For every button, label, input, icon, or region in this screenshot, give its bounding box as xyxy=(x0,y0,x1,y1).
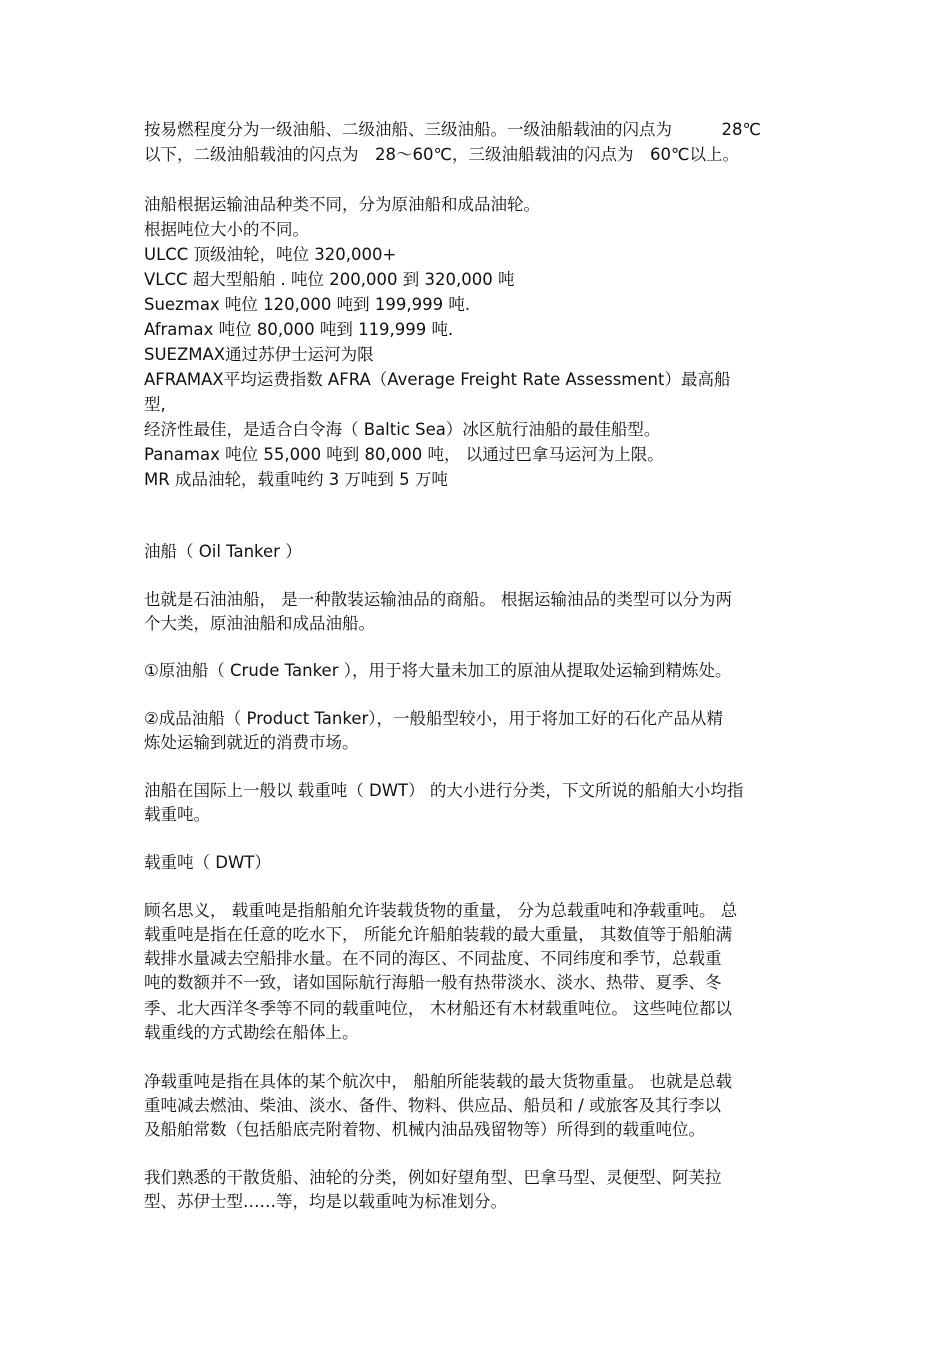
text-line: 我们熟悉的干散货船、油轮的分类，例如好望角型、巴拿马型、灵便型、阿芙拉 xyxy=(144,1168,722,1187)
text-line: MR 成品油轮，载重吨约 3 万吨到 5 万吨 xyxy=(144,470,448,489)
section-heading: 载重吨（ DWT） xyxy=(144,853,271,872)
text-line: 及船舶常数（包括船底壳附着物、机械内油品残留物等）所得到的载重吨位。 xyxy=(144,1120,705,1139)
text-line: ②成品油船（ Product Tanker），一般船型较小，用于将加工好的石化产品从精 xyxy=(144,709,723,728)
text-line: 也就是石油油船， 是一种散装运输油品的商船。 根据运输油品的类型可以分为两 xyxy=(144,590,732,609)
text-line: 载重吨。 xyxy=(144,805,210,824)
text-line: Aframax 吨位 80,000 吨到 119,999 吨. xyxy=(144,320,454,339)
text-line: 型、苏伊士型……等，均是以载重吨为标准划分。 xyxy=(144,1192,507,1211)
text-line: 油船根据运输油品种类不同，分为原油船和成品油轮。 xyxy=(144,195,540,214)
section-heading: 油船（ Oil Tanker ） xyxy=(144,542,302,561)
text-line: 净载重吨是指在具体的某个航次中， 船舶所能装载的最大货物重量。 也就是总载 xyxy=(144,1072,732,1091)
text-line: 吨的数额并不一致，诸如国际航行海船一般有热带淡水、淡水、热带、夏季、冬 xyxy=(144,973,722,992)
text-line: 载排水量减去空船排水量。在不同的海区、不同盐度、不同纬度和季节，总载重 xyxy=(144,949,722,968)
text-line: 季、北大西洋冬季等不同的载重吨位， 木材船还有木材载重吨位。 这些吨位都以 xyxy=(144,999,732,1018)
text-line: ULCC 顶级油轮，吨位 320,000+ xyxy=(144,245,397,264)
text-line: ①原油船（ Crude Tanker ），用于将大量未加工的原油从提取处运输到精炼处。 xyxy=(144,661,732,680)
text-line: Suezmax 吨位 120,000 吨到 199,999 吨. xyxy=(144,295,471,314)
text-line: 炼处运输到就近的消费市场。 xyxy=(144,733,359,752)
text-line: Panamax 吨位 55,000 吨到 80,000 吨， 以通过巴拿马运河为上限。 xyxy=(144,445,664,464)
text-line: 载重线的方式勘绘在船体上。 xyxy=(144,1023,359,1042)
text-line: SUEZMAX通过苏伊士运河为限 xyxy=(144,345,374,364)
text-line: 按易燃程度分为一级油船、二级油船、三级油船。一级油船载油的闪点为 28℃ xyxy=(144,120,762,139)
text-line: 个大类，原油油船和成品油船。 xyxy=(144,614,375,633)
text-line: 重吨减去燃油、柴油、淡水、备件、物料、供应品、船员和 / 或旅客及其行李以 xyxy=(144,1096,722,1115)
text-line: VLCC 超大型船舶 . 吨位 200,000 到 320,000 吨 xyxy=(144,270,515,289)
text-line: 载重吨是指在任意的吃水下， 所能允许船舶装载的最大重量， 其数值等于船舶满 xyxy=(144,925,732,944)
text-line: 以下，二级油船载油的闪点为 28～60℃，三级油船载油的闪点为 60℃以上。 xyxy=(144,145,740,164)
text-line: 根据吨位大小的不同。 xyxy=(144,220,309,239)
text-line: 经济性最佳，是适合白令海（ Baltic Sea）冰区航行油船的最佳船型。 xyxy=(144,420,661,439)
text-line: 顾名思义， 载重吨是指船舶允许装载货物的重量， 分为总载重吨和净载重吨。 总 xyxy=(144,901,738,920)
text-line: 型, xyxy=(144,395,166,414)
text-line: AFRAMAX平均运费指数 AFRA（Average Freight Rate Assessment）最高船 xyxy=(144,370,731,389)
text-line: 油船在国际上一般以 载重吨（ DWT） 的大小进行分类，下文所说的船舶大小均指 xyxy=(144,781,744,800)
